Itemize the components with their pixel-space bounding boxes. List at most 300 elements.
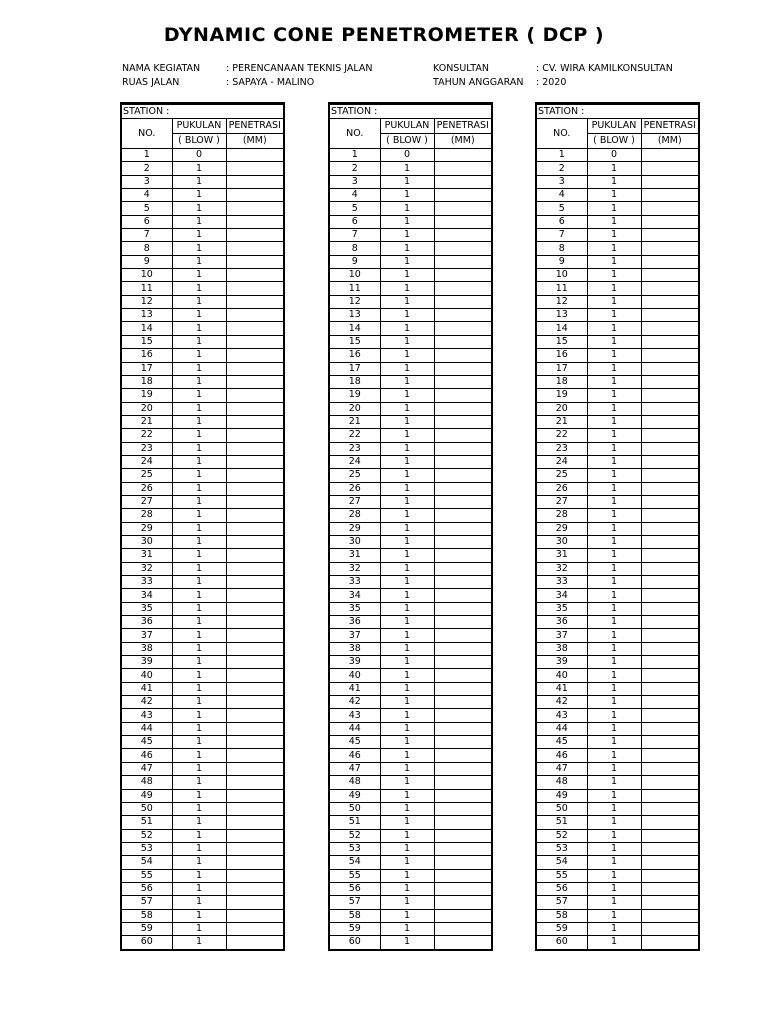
blow-cell: 1 <box>172 642 226 655</box>
row-number: 6 <box>537 215 587 228</box>
penetration-cell[interactable] <box>641 202 698 215</box>
penetration-cell[interactable] <box>226 282 283 295</box>
penetration-cell[interactable] <box>226 629 283 642</box>
penetration-cell[interactable] <box>226 375 283 388</box>
penetration-cell[interactable] <box>226 509 283 522</box>
penetration-cell[interactable] <box>641 936 698 949</box>
penetration-cell[interactable] <box>434 656 491 669</box>
penetration-cell[interactable] <box>226 842 283 855</box>
penetration-cell[interactable] <box>641 856 698 869</box>
blow-cell: 1 <box>587 869 641 882</box>
penetration-cell[interactable] <box>434 442 491 455</box>
table-row <box>537 322 698 335</box>
penetration-cell[interactable] <box>641 229 698 242</box>
penetration-cell[interactable] <box>641 335 698 348</box>
penetration-cell[interactable] <box>226 535 283 548</box>
blow-cell: 1 <box>380 909 434 922</box>
penetration-cell[interactable] <box>434 269 491 282</box>
penetration-cell[interactable] <box>434 229 491 242</box>
penetration-cell[interactable] <box>641 389 698 402</box>
penetration-cell[interactable] <box>641 189 698 202</box>
penetration-cell[interactable] <box>641 789 698 802</box>
penetration-cell[interactable] <box>641 802 698 815</box>
penetration-cell[interactable] <box>226 522 283 535</box>
row-number: 1 <box>122 149 172 162</box>
penetration-cell[interactable] <box>641 656 698 669</box>
penetration-cell[interactable] <box>434 869 491 882</box>
penetration-cell[interactable] <box>641 922 698 935</box>
row-number: 12 <box>330 295 380 308</box>
meta-row-tahun-anggaran <box>433 76 673 90</box>
penetration-cell[interactable] <box>641 322 698 335</box>
table-row <box>122 909 283 922</box>
penetration-cell[interactable] <box>226 576 283 589</box>
blow-cell: 1 <box>380 202 434 215</box>
penetration-cell[interactable] <box>226 909 283 922</box>
blow-cell: 1 <box>172 829 226 842</box>
penetration-cell[interactable] <box>641 776 698 789</box>
penetration-cell[interactable] <box>226 495 283 508</box>
penetration-cell[interactable] <box>226 429 283 442</box>
penetration-cell[interactable] <box>434 909 491 922</box>
penetration-cell[interactable] <box>641 362 698 375</box>
blow-cell: 1 <box>172 589 226 602</box>
penetration-cell[interactable] <box>226 682 283 695</box>
penetration-cell[interactable] <box>226 402 283 415</box>
penetration-cell[interactable] <box>226 829 283 842</box>
penetration-cell[interactable] <box>641 282 698 295</box>
table-row <box>122 229 283 242</box>
penetration-cell[interactable] <box>226 255 283 268</box>
row-number: 22 <box>122 429 172 442</box>
penetration-cell[interactable] <box>226 455 283 468</box>
penetration-cell[interactable] <box>641 455 698 468</box>
blow-cell: 1 <box>587 669 641 682</box>
station-label: STATION : <box>122 105 283 119</box>
penetration-cell[interactable] <box>434 616 491 629</box>
blow-cell: 1 <box>587 682 641 695</box>
blow-cell: 1 <box>380 189 434 202</box>
penetration-cell[interactable] <box>226 162 283 175</box>
penetration-cell[interactable] <box>226 322 283 335</box>
penetration-cell[interactable] <box>434 549 491 562</box>
penetration-cell[interactable] <box>641 869 698 882</box>
penetration-cell[interactable] <box>434 202 491 215</box>
penetration-cell[interactable] <box>434 255 491 268</box>
penetration-cell[interactable] <box>641 642 698 655</box>
table-row <box>537 789 698 802</box>
penetration-cell[interactable] <box>434 669 491 682</box>
row-number: 39 <box>537 656 587 669</box>
penetration-cell[interactable] <box>641 669 698 682</box>
penetration-cell[interactable] <box>226 469 283 482</box>
row-number: 3 <box>330 175 380 188</box>
row-number: 14 <box>122 322 172 335</box>
row-number: 3 <box>122 175 172 188</box>
penetration-cell[interactable] <box>434 856 491 869</box>
blow-cell: 1 <box>380 669 434 682</box>
col-no-header: NO. <box>330 119 380 149</box>
blow-cell: 1 <box>172 309 226 322</box>
row-number: 4 <box>537 189 587 202</box>
penetration-cell[interactable] <box>434 882 491 895</box>
penetration-cell[interactable] <box>226 242 283 255</box>
blow-cell: 1 <box>380 295 434 308</box>
penetration-cell[interactable] <box>226 549 283 562</box>
penetration-cell[interactable] <box>434 335 491 348</box>
row-number: 48 <box>122 776 172 789</box>
table-row <box>122 309 283 322</box>
row-number: 31 <box>330 549 380 562</box>
penetration-cell[interactable] <box>226 642 283 655</box>
row-number: 29 <box>122 522 172 535</box>
penetration-cell[interactable] <box>641 682 698 695</box>
penetration-cell[interactable] <box>226 816 283 829</box>
penetration-cell[interactable] <box>434 282 491 295</box>
blow-cell: 1 <box>172 202 226 215</box>
row-number: 8 <box>122 242 172 255</box>
penetration-cell[interactable] <box>434 816 491 829</box>
penetration-cell[interactable] <box>434 602 491 615</box>
row-number: 38 <box>122 642 172 655</box>
penetration-cell[interactable] <box>641 469 698 482</box>
penetration-cell[interactable] <box>226 149 283 162</box>
penetration-cell[interactable] <box>641 709 698 722</box>
penetration-cell[interactable] <box>226 189 283 202</box>
penetration-cell[interactable] <box>226 789 283 802</box>
blow-cell: 1 <box>172 762 226 775</box>
penetration-cell[interactable] <box>434 722 491 735</box>
penetration-cell[interactable] <box>434 829 491 842</box>
table-row <box>122 749 283 762</box>
penetration-cell[interactable] <box>226 709 283 722</box>
penetration-cell[interactable] <box>434 309 491 322</box>
penetration-cell[interactable] <box>641 696 698 709</box>
table-row <box>330 202 491 215</box>
penetration-cell[interactable] <box>641 495 698 508</box>
table-row <box>537 162 698 175</box>
penetration-cell[interactable] <box>434 149 491 162</box>
row-number: 41 <box>330 682 380 695</box>
penetration-cell[interactable] <box>434 896 491 909</box>
blow-cell: 1 <box>172 802 226 815</box>
penetration-cell[interactable] <box>226 415 283 428</box>
penetration-cell[interactable] <box>434 509 491 522</box>
penetration-cell[interactable] <box>641 842 698 855</box>
penetration-cell[interactable] <box>226 335 283 348</box>
penetration-cell[interactable] <box>434 402 491 415</box>
penetration-cell[interactable] <box>226 669 283 682</box>
penetration-cell[interactable] <box>226 762 283 775</box>
table-row <box>330 269 491 282</box>
penetration-cell[interactable] <box>434 375 491 388</box>
penetration-cell[interactable] <box>641 882 698 895</box>
penetration-cell[interactable] <box>226 442 283 455</box>
penetration-cell[interactable] <box>641 522 698 535</box>
blow-cell: 1 <box>587 229 641 242</box>
penetration-cell[interactable] <box>226 936 283 949</box>
table-row <box>330 215 491 228</box>
blow-cell: 1 <box>587 709 641 722</box>
penetration-cell[interactable] <box>641 175 698 188</box>
row-number: 26 <box>122 482 172 495</box>
row-number: 34 <box>537 589 587 602</box>
penetration-cell[interactable] <box>226 736 283 749</box>
row-number: 41 <box>537 682 587 695</box>
table-row <box>122 842 283 855</box>
table-row <box>330 589 491 602</box>
penetration-cell[interactable] <box>226 309 283 322</box>
row-number: 8 <box>537 242 587 255</box>
penetration-cell[interactable] <box>641 402 698 415</box>
penetration-cell[interactable] <box>641 429 698 442</box>
penetration-cell[interactable] <box>641 576 698 589</box>
penetration-cell[interactable] <box>226 362 283 375</box>
row-number: 32 <box>330 562 380 575</box>
row-number: 12 <box>122 295 172 308</box>
penetration-cell[interactable] <box>641 215 698 228</box>
penetration-cell[interactable] <box>434 762 491 775</box>
penetration-cell[interactable] <box>434 629 491 642</box>
penetration-cell[interactable] <box>226 802 283 815</box>
penetration-cell[interactable] <box>434 709 491 722</box>
penetration-cell[interactable] <box>641 269 698 282</box>
table-row <box>122 936 283 949</box>
blow-cell: 1 <box>380 589 434 602</box>
penetration-cell[interactable] <box>434 776 491 789</box>
penetration-cell[interactable] <box>226 722 283 735</box>
row-number: 59 <box>537 922 587 935</box>
col-pukulan-header: PUKULAN <box>587 119 641 134</box>
row-number: 19 <box>330 389 380 402</box>
penetration-cell[interactable] <box>641 629 698 642</box>
table-row <box>537 269 698 282</box>
blow-cell: 1 <box>587 189 641 202</box>
penetration-cell[interactable] <box>226 749 283 762</box>
row-number: 9 <box>122 255 172 268</box>
blow-cell: 1 <box>380 736 434 749</box>
penetration-cell[interactable] <box>226 922 283 935</box>
table-row <box>330 882 491 895</box>
penetration-cell[interactable] <box>641 309 698 322</box>
blow-cell: 1 <box>587 656 641 669</box>
penetration-cell[interactable] <box>434 522 491 535</box>
penetration-cell[interactable] <box>434 642 491 655</box>
penetration-cell[interactable] <box>641 509 698 522</box>
blow-cell: 1 <box>172 295 226 308</box>
penetration-cell[interactable] <box>641 349 698 362</box>
penetration-cell[interactable] <box>641 162 698 175</box>
row-number: 33 <box>330 576 380 589</box>
blow-cell: 1 <box>172 175 226 188</box>
row-number: 30 <box>122 535 172 548</box>
blow-cell: 1 <box>172 282 226 295</box>
row-number: 55 <box>122 869 172 882</box>
penetration-cell[interactable] <box>434 682 491 695</box>
penetration-cell[interactable] <box>641 535 698 548</box>
table-row <box>122 869 283 882</box>
table-row <box>330 842 491 855</box>
table-row <box>537 309 698 322</box>
penetration-cell[interactable] <box>641 602 698 615</box>
penetration-cell[interactable] <box>434 389 491 402</box>
blow-cell: 1 <box>380 882 434 895</box>
penetration-cell[interactable] <box>434 189 491 202</box>
table-row <box>330 255 491 268</box>
penetration-cell[interactable] <box>641 909 698 922</box>
blow-cell: 1 <box>587 589 641 602</box>
row-number: 45 <box>537 736 587 749</box>
penetration-cell[interactable] <box>434 749 491 762</box>
table-row <box>537 189 698 202</box>
blow-cell: 1 <box>172 215 226 228</box>
blow-cell: 1 <box>587 829 641 842</box>
penetration-cell[interactable] <box>434 162 491 175</box>
row-number: 42 <box>537 696 587 709</box>
penetration-cell[interactable] <box>226 389 283 402</box>
blow-cell: 1 <box>587 722 641 735</box>
penetration-cell[interactable] <box>434 242 491 255</box>
penetration-cell[interactable] <box>434 562 491 575</box>
penetration-cell[interactable] <box>434 736 491 749</box>
col-pukulan-header: PUKULAN <box>172 119 226 134</box>
penetration-cell[interactable] <box>226 229 283 242</box>
penetration-cell[interactable] <box>434 842 491 855</box>
penetration-cell[interactable] <box>641 415 698 428</box>
blow-cell: 1 <box>172 722 226 735</box>
row-number: 51 <box>330 816 380 829</box>
penetration-cell[interactable] <box>641 749 698 762</box>
blow-cell: 1 <box>587 842 641 855</box>
penetration-cell[interactable] <box>434 936 491 949</box>
blow-cell: 1 <box>380 629 434 642</box>
penetration-cell[interactable] <box>641 762 698 775</box>
penetration-cell[interactable] <box>434 696 491 709</box>
table-row <box>330 469 491 482</box>
blow-cell: 1 <box>172 869 226 882</box>
penetration-cell[interactable] <box>226 589 283 602</box>
blow-cell: 1 <box>172 509 226 522</box>
row-number: 48 <box>330 776 380 789</box>
penetration-cell[interactable] <box>226 869 283 882</box>
penetration-cell[interactable] <box>641 242 698 255</box>
blow-cell: 1 <box>587 415 641 428</box>
penetration-cell[interactable] <box>226 602 283 615</box>
table-row <box>122 375 283 388</box>
penetration-cell[interactable] <box>641 562 698 575</box>
penetration-cell[interactable] <box>434 576 491 589</box>
penetration-cell[interactable] <box>226 616 283 629</box>
penetration-cell[interactable] <box>434 535 491 548</box>
table-row <box>537 375 698 388</box>
penetration-cell[interactable] <box>434 215 491 228</box>
penetration-cell[interactable] <box>226 295 283 308</box>
tahun-anggaran-value: : 2020 <box>536 77 567 88</box>
penetration-cell[interactable] <box>434 349 491 362</box>
penetration-cell[interactable] <box>226 175 283 188</box>
row-number: 32 <box>537 562 587 575</box>
blow-cell: 1 <box>380 215 434 228</box>
penetration-cell[interactable] <box>434 495 491 508</box>
row-number: 57 <box>330 896 380 909</box>
penetration-cell[interactable] <box>226 215 283 228</box>
penetration-cell[interactable] <box>226 856 283 869</box>
penetration-cell[interactable] <box>641 549 698 562</box>
table-row <box>122 535 283 548</box>
penetration-cell[interactable] <box>226 656 283 669</box>
penetration-cell[interactable] <box>434 429 491 442</box>
penetration-cell[interactable] <box>641 736 698 749</box>
blow-cell: 1 <box>380 562 434 575</box>
row-number: 46 <box>537 749 587 762</box>
penetration-cell[interactable] <box>641 295 698 308</box>
table-row <box>122 602 283 615</box>
blow-cell: 1 <box>587 736 641 749</box>
penetration-cell[interactable] <box>434 789 491 802</box>
penetration-cell[interactable] <box>434 469 491 482</box>
blow-cell: 1 <box>380 269 434 282</box>
table-row <box>537 869 698 882</box>
penetration-cell[interactable] <box>641 589 698 602</box>
penetration-cell[interactable] <box>434 295 491 308</box>
row-number: 56 <box>537 882 587 895</box>
penetration-cell[interactable] <box>641 255 698 268</box>
penetration-cell[interactable] <box>641 829 698 842</box>
penetration-cell[interactable] <box>434 589 491 602</box>
penetration-cell[interactable] <box>434 802 491 815</box>
penetration-cell[interactable] <box>434 362 491 375</box>
penetration-cell[interactable] <box>641 896 698 909</box>
penetration-cell[interactable] <box>434 322 491 335</box>
penetration-cell[interactable] <box>641 722 698 735</box>
penetration-cell[interactable] <box>226 776 283 789</box>
penetration-cell[interactable] <box>226 269 283 282</box>
penetration-cell[interactable] <box>641 149 698 162</box>
penetration-cell[interactable] <box>641 482 698 495</box>
penetration-cell[interactable] <box>226 349 283 362</box>
table-row <box>537 736 698 749</box>
penetration-cell[interactable] <box>641 375 698 388</box>
blow-cell: 1 <box>587 469 641 482</box>
blow-cell: 1 <box>380 242 434 255</box>
row-number: 1 <box>537 149 587 162</box>
penetration-cell[interactable] <box>641 616 698 629</box>
row-number: 17 <box>122 362 172 375</box>
penetration-cell[interactable] <box>641 816 698 829</box>
penetration-cell[interactable] <box>226 482 283 495</box>
penetration-cell[interactable] <box>226 202 283 215</box>
penetration-cell[interactable] <box>434 415 491 428</box>
blow-cell: 1 <box>587 522 641 535</box>
row-number: 49 <box>330 789 380 802</box>
penetration-cell[interactable] <box>641 442 698 455</box>
row-number: 8 <box>330 242 380 255</box>
penetration-cell[interactable] <box>434 922 491 935</box>
penetration-cell[interactable] <box>226 562 283 575</box>
penetration-cell[interactable] <box>434 482 491 495</box>
row-number: 25 <box>330 469 380 482</box>
table-row <box>330 442 491 455</box>
penetration-cell[interactable] <box>226 896 283 909</box>
penetration-cell[interactable] <box>226 882 283 895</box>
row-number: 38 <box>537 642 587 655</box>
penetration-cell[interactable] <box>226 696 283 709</box>
blow-cell: 1 <box>587 255 641 268</box>
header-row <box>537 119 698 134</box>
row-number: 4 <box>330 189 380 202</box>
penetration-cell[interactable] <box>434 455 491 468</box>
penetration-cell[interactable] <box>434 175 491 188</box>
